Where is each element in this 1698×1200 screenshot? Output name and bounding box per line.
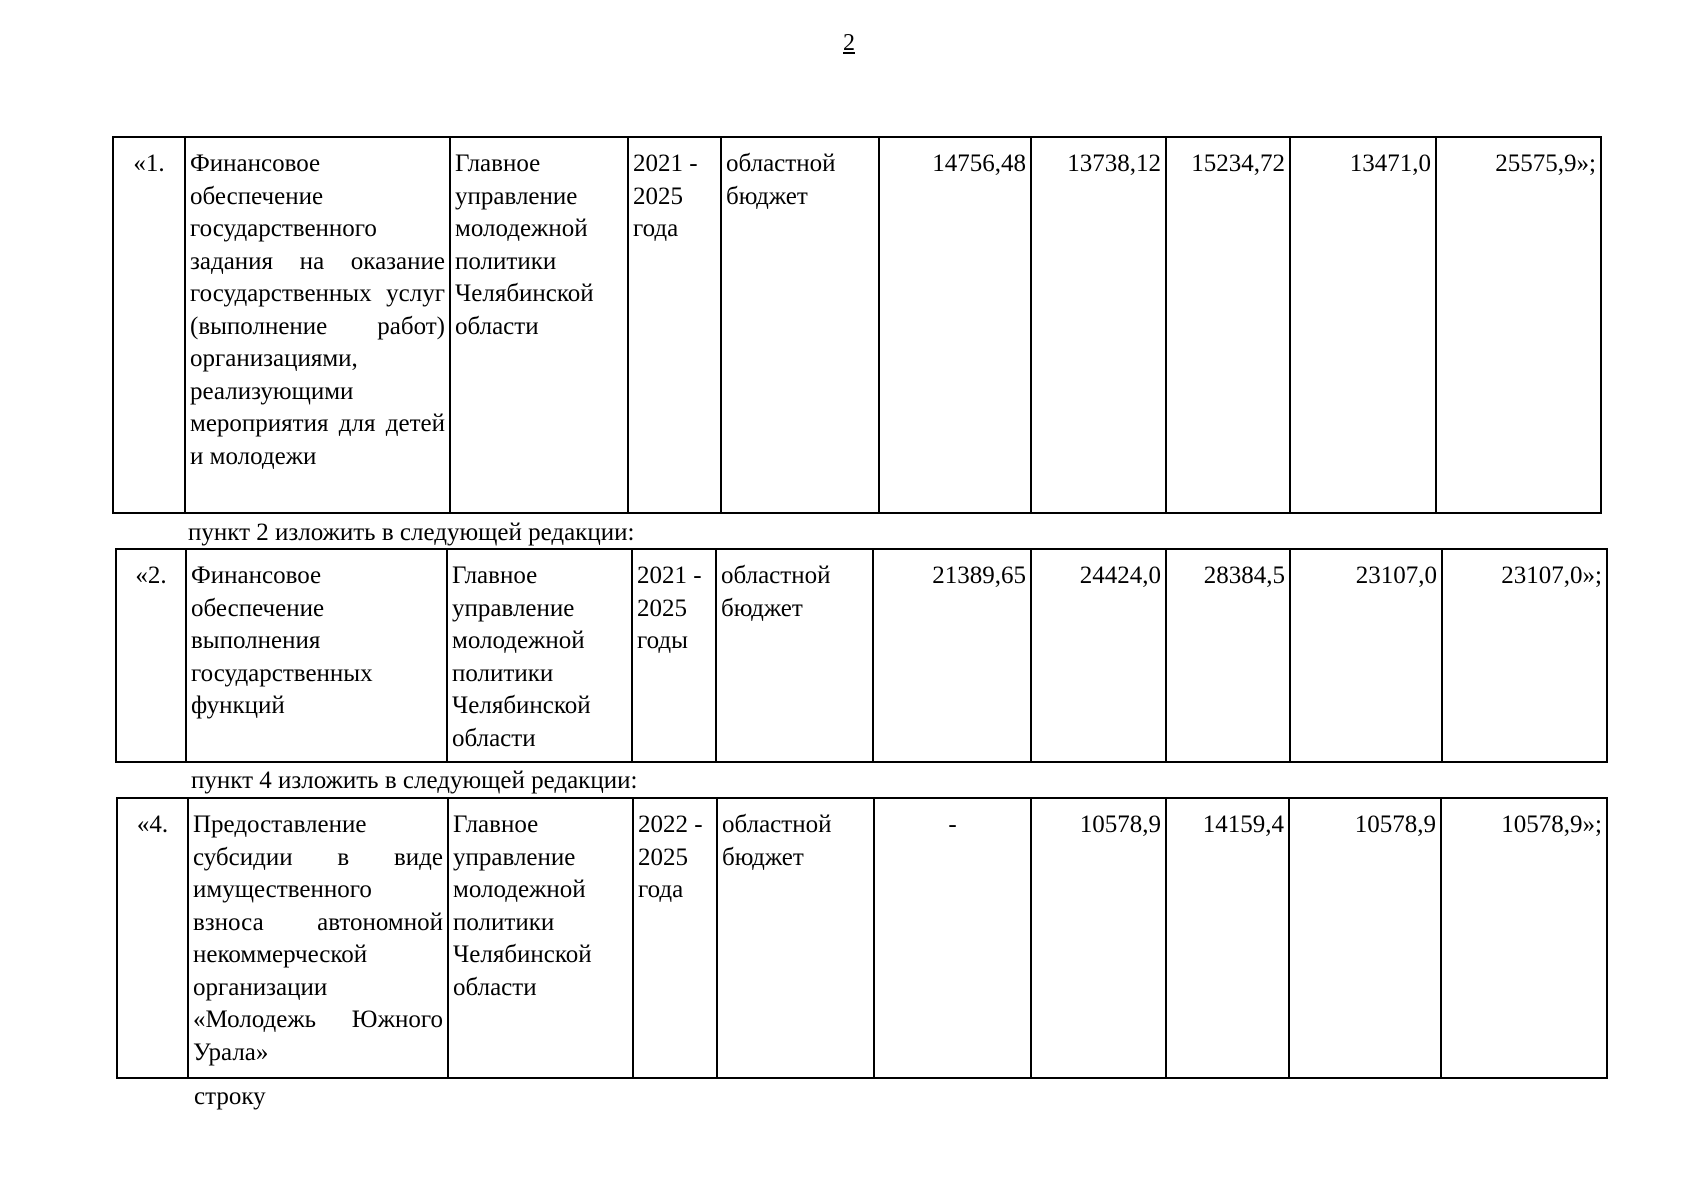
activity-name: Предоставление субсидии в виде имущественного взноса автономной некоммерческой организации «Молодежь Южного Урала» [188, 798, 448, 1078]
instruction-point-4: пункт 4 изложить в следующей редакции: [191, 767, 638, 794]
executor-cell: Главное управление молодежной политики Челябинской области [448, 798, 633, 1078]
table-row-4 [116, 797, 1608, 1079]
value-cell-1: 14756,48 [879, 137, 1031, 513]
value-cell-1: - [874, 798, 1031, 1078]
value-cell-2: 10578,9 [1031, 798, 1166, 1078]
value-cell-3: 15234,72 [1166, 137, 1290, 513]
activity-name: Финансовое обеспечение государственного задания на оказание государственных услуг (выполнение работ) организациями, реализующими мероприятия для детей и молодежи [185, 137, 450, 513]
years-cell: 2021 - 2025 годы [632, 549, 716, 762]
table-row-2 [115, 548, 1608, 763]
row-number: «4. [117, 798, 188, 1078]
value-cell-4: 23107,0 [1290, 549, 1442, 762]
instruction-point-2: пункт 2 изложить в следующей редакции: [188, 519, 635, 546]
executor-cell: Главное управление молодежной политики Челябинской области [450, 137, 628, 513]
funding-source-cell: областной бюджет [721, 137, 879, 513]
row-number: «2. [116, 549, 186, 762]
value-cell-3: 28384,5 [1166, 549, 1290, 762]
years-cell: 2022 - 2025 года [633, 798, 717, 1078]
years-cell: 2021 - 2025 года [628, 137, 721, 513]
value-cell-1: 21389,65 [873, 549, 1031, 762]
executor-cell: Главное управление молодежной политики Челябинской области [447, 549, 632, 762]
value-cell-2: 24424,0 [1031, 549, 1166, 762]
row-number: «1. [113, 137, 185, 513]
value-cell-5: 25575,9»; [1436, 137, 1601, 513]
table-row-1 [112, 136, 1602, 514]
activity-name: Финансовое обеспечение выполнения государственных функций [186, 549, 447, 762]
page-number: 2 [843, 30, 855, 56]
value-cell-3: 14159,4 [1166, 798, 1289, 1078]
funding-source-cell: областной бюджет [716, 549, 873, 762]
value-cell-2: 13738,12 [1031, 137, 1166, 513]
instruction-line: строку [194, 1083, 266, 1110]
value-cell-5: 23107,0»; [1442, 549, 1607, 762]
value-cell-4: 13471,0 [1290, 137, 1436, 513]
value-cell-5: 10578,9»; [1441, 798, 1607, 1078]
funding-source-cell: областной бюджет [717, 798, 874, 1078]
value-cell-4: 10578,9 [1289, 798, 1441, 1078]
